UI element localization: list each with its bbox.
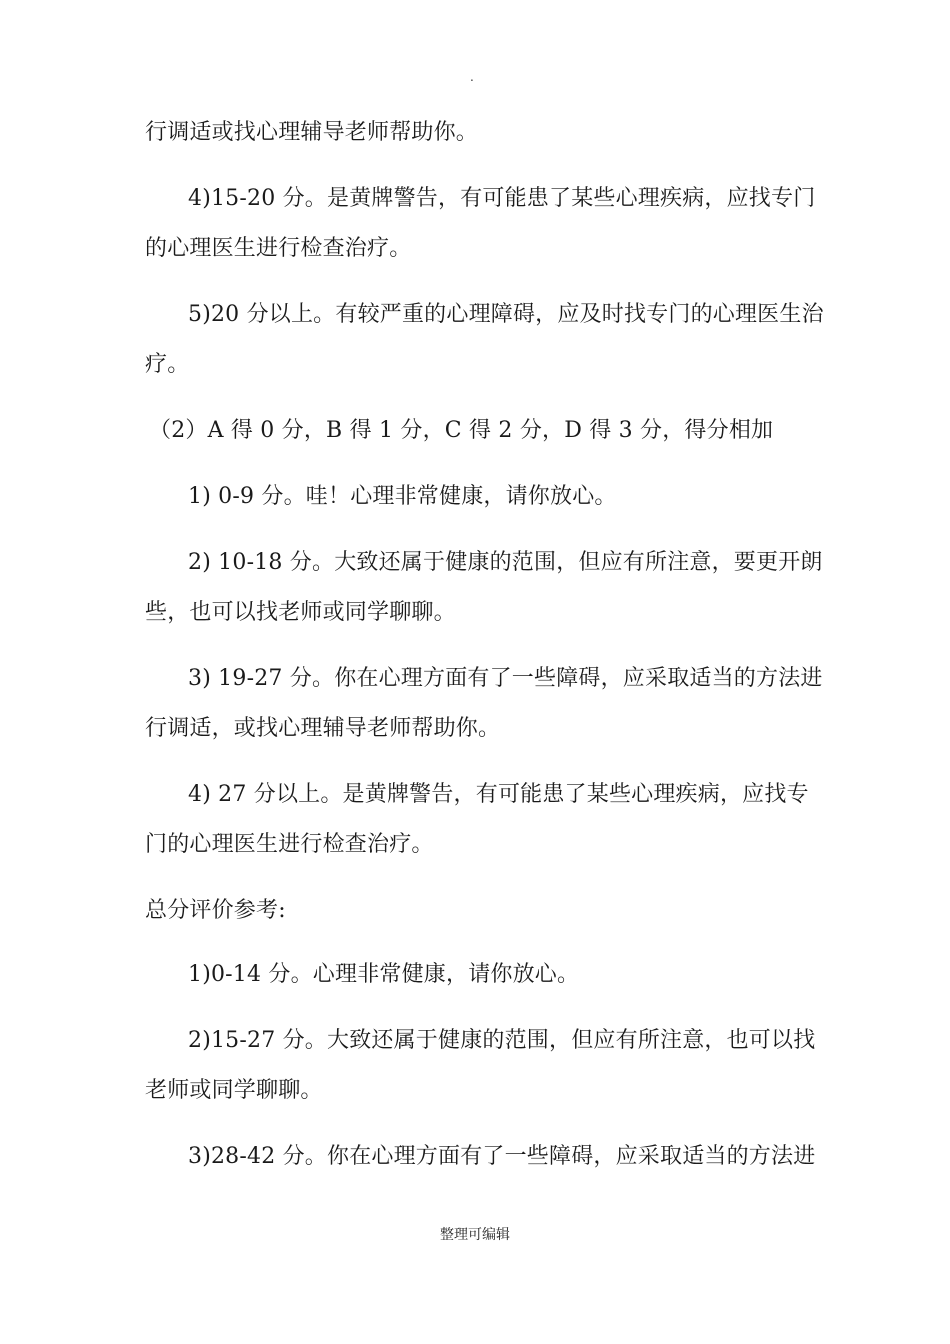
text-line: 4)15-20 分。是黄牌警告，有可能患了某些心理疾病，应找专门 xyxy=(188,186,816,211)
text-line: 些，也可以找老师或同学聊聊。 xyxy=(145,600,456,625)
page-footer: 整理可编辑 xyxy=(440,1227,510,1243)
text-line: 3)28-42 分。你在心理方面有了一些障碍，应采取适当的方法进 xyxy=(188,1144,816,1169)
header-dot: . xyxy=(470,70,474,84)
section-heading: （2）A 得 0 分，B 得 1 分，C 得 2 分，D 得 3 分，得分相加 xyxy=(149,418,774,443)
text-line: 的心理医生进行检查治疗。 xyxy=(145,236,412,261)
section-heading: 总分评价参考: xyxy=(145,898,286,923)
text-line: 老师或同学聊聊。 xyxy=(145,1078,323,1103)
text-line: 3) 19-27 分。你在心理方面有了一些障碍，应采取适当的方法进 xyxy=(188,666,823,691)
text-line: 行调适，或找心理辅导老师帮助你。 xyxy=(145,716,501,741)
text-line: 门的心理医生进行检查治疗。 xyxy=(145,832,434,857)
text-line: 行调适或找心理辅导老师帮助你。 xyxy=(145,120,479,145)
text-line: 2) 10-18 分。大致还属于健康的范围，但应有所注意，要更开朗 xyxy=(188,550,823,575)
text-line: 5)20 分以上。有较严重的心理障碍，应及时找专门的心理医生治 xyxy=(188,302,824,327)
text-line: 2)15-27 分。大致还属于健康的范围，但应有所注意，也可以找 xyxy=(188,1028,816,1053)
text-line: 疗。 xyxy=(145,352,190,377)
text-line: 1)0-14 分。心理非常健康，请你放心。 xyxy=(188,962,580,987)
text-line: 1) 0-9 分。哇！心理非常健康，请你放心。 xyxy=(188,484,617,509)
text-line: 4) 27 分以上。是黄牌警告，有可能患了某些心理疾病，应找专 xyxy=(188,782,809,807)
